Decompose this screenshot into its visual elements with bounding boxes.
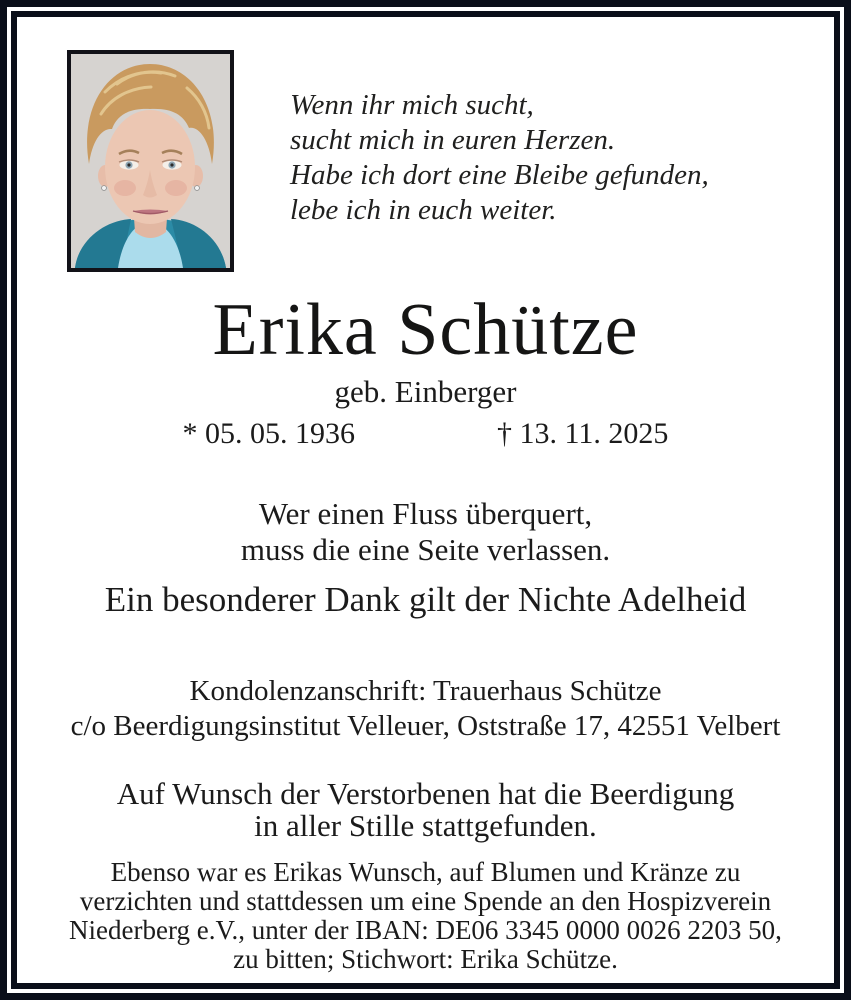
burial-line: Auf Wunsch der Verstorbenen hat die Beerdigung (116, 776, 735, 811)
condolence-line: c/o Beerdigungsinstitut Velleuer, Oststraße 17, 42551 Velbert (70, 710, 781, 742)
life-dates (23, 414, 828, 454)
donation-line: Ebenso war es Erikas Wunsch, auf Blumen und Kränze zu (110, 857, 741, 887)
deceased-name: Erika Schütze (212, 289, 639, 371)
death-date: † 13. 11. 2025 (497, 417, 669, 450)
donation-line: Niederberg e.V., unter der IBAN: DE06 3345 0000 0026 2203 50, (69, 915, 782, 945)
poem-line: Habe ich dort eine Bleibe gefunden, (290, 159, 709, 191)
condolence-address (23, 674, 828, 744)
burial-note (23, 778, 828, 842)
birth-date: * 05. 05. 1936 (182, 417, 356, 450)
poem-line: lebe ich in euch weiter. (290, 194, 557, 226)
burial-line: in aller Stille stattgefunden. (254, 808, 597, 843)
donation-note (23, 858, 828, 974)
funeral-quote (23, 496, 828, 568)
donation-line: verzichten und stattdessen um eine Spende an den Hospizverein (79, 886, 772, 916)
photo-of-deceased (67, 50, 234, 272)
quote-line: Wer einen Fluss überquert, (258, 496, 593, 531)
memorial-poem (290, 50, 709, 272)
condolence-line: Kondolenzanschrift: Trauerhaus Schütze (189, 675, 662, 707)
portrait-illustration (71, 54, 230, 268)
thanks-note: Ein besonderer Dank gilt der Nichte Adelheid (104, 580, 747, 619)
header-section (23, 17, 828, 272)
poem-line: Wenn ihr mich sucht, (290, 89, 534, 121)
donation-line: zu bitten; Stichwort: Erika Schütze. (233, 944, 618, 974)
quote-line: muss die eine Seite verlassen. (240, 532, 611, 567)
maiden-name: geb. Einberger (334, 374, 517, 409)
obituary-inner-frame (11, 11, 840, 989)
poem-line: sucht mich in euren Herzen. (290, 124, 616, 156)
